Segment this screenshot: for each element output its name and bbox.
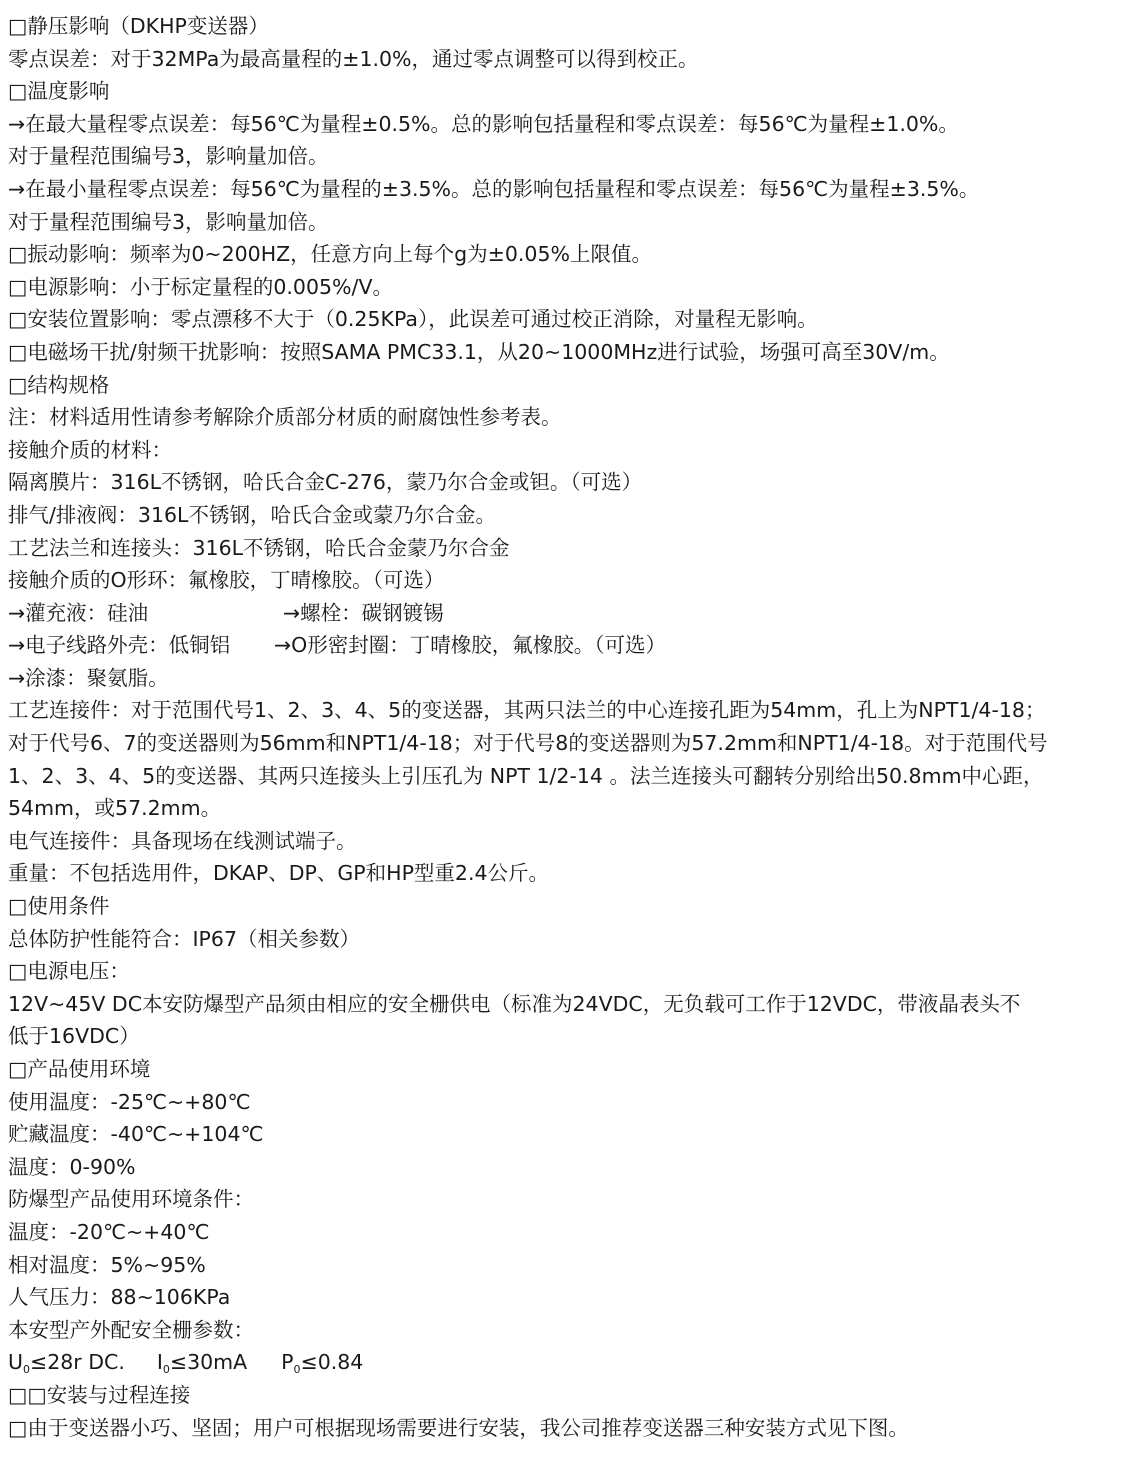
- temp-min-range-note: 对于量程范围编号3，影响量加倍。: [8, 209, 329, 234]
- atmospheric-pressure: 人气压力：88~106KPa: [8, 1285, 231, 1310]
- humidity-text: 温度：0-90%: [8, 1154, 136, 1179]
- static-pressure-heading: □静压影响（DKHP变送器）: [8, 14, 269, 38]
- barrier-params-label: 本安型产外配安全栅参数：: [8, 1317, 254, 1342]
- operating-conditions-heading: □使用条件: [8, 894, 110, 919]
- barrier-params-row: [8, 1346, 1123, 1379]
- static-pressure-zero-error: 零点误差：对于32MPa为最高量程的±1.0%，通过零点调整可以得到校正。: [8, 46, 699, 71]
- diaphragm-material: 隔离膜片：316L不锈钢，哈氏合金C-276，蒙乃尔合金或钽。（可选）: [8, 470, 643, 495]
- power-supply-effect-text: □电源影响：小于标定量程的0.005%/V。: [8, 274, 393, 299]
- electrical-connection-text: 电气连接件：具备现场在线测试端子。: [8, 828, 357, 853]
- fill-fluid-text: →灌充液：硅油: [8, 600, 149, 625]
- vent-drain-valve-material: 排气/排液阀：316L不锈钢，哈氏合金或蒙乃尔合金。: [8, 502, 496, 527]
- document-page: [8, 10, 1123, 1444]
- housing-seal-row: [8, 629, 1123, 662]
- process-connection-line-3: 1、2、3、4、5的变送器、其两只连接头上引压孔为 NPT 1/2-14 。法兰连接头可翻转分别给出50.8mm中心距，: [8, 763, 1044, 788]
- protection-rating-text: 总体防护性能符合：IP67（相关参数）: [8, 926, 360, 951]
- supply-voltage-line-2: 低于16VDC）: [8, 1024, 140, 1049]
- flange-connector-material: 工艺法兰和连接头：316L不锈钢，哈氏合金蒙乃尔合金: [8, 535, 510, 560]
- emi-rfi-text: □电磁场干扰/射频干扰影响：按照SAMA PMC33.1，从20~1000MHz进行试验，场强可高至30V/m。: [8, 339, 950, 364]
- mounting-position-text: □安装位置影响：零点漂移不大于（0.25KPa），此误差可通过校正消除，对量程无影响。: [8, 307, 818, 332]
- weight-text: 重量：不包括选用件，DKAP、DP、GP和HP型重2.4公斤。: [8, 861, 550, 886]
- paint-text: →涂漆：聚氨脂。: [8, 665, 169, 690]
- temperature-heading: □温度影响: [8, 79, 110, 104]
- wetted-materials-label: 接触介质的材料：: [8, 437, 172, 462]
- relative-humidity: 相对温度：5%~95%: [8, 1252, 206, 1277]
- supply-voltage-line-1: 12V~45V DC本安防爆型产品须由相应的安全栅供电（标准为24VDC，无负载可工作于12VDC，带液晶表头不: [8, 991, 1021, 1016]
- environment-heading: □产品使用环境: [8, 1057, 151, 1081]
- o-ring-material: 接触介质的O形环：氟橡胶，丁晴橡胶。（可选）: [8, 568, 445, 593]
- o-seal-text: →O形密封圈：丁晴橡胶，氟橡胶。（可选）: [274, 633, 667, 658]
- temp-max-range-note: 对于量程范围编号3，影响量加倍。: [8, 144, 329, 169]
- electronics-housing-text: →电子线路外壳：低铜铝: [8, 633, 231, 658]
- structure-spec-heading: □结构规格: [8, 372, 110, 397]
- supply-voltage-heading: □电源电压：: [8, 959, 130, 984]
- vibration-text: □振动影响：频率为0~200HZ，任意方向上每个g为±0.05%上限值。: [8, 242, 652, 267]
- installation-heading: □□安装与过程连接: [8, 1382, 191, 1407]
- fill-fluid-bolt-row: [8, 597, 1123, 630]
- process-connection-line-4: 54mm，或57.2mm。: [8, 796, 222, 821]
- explosion-proof-env-label: 防爆型产品使用环境条件：: [8, 1187, 254, 1212]
- explosion-proof-temperature: 温度：-20℃~+40℃: [8, 1219, 210, 1244]
- i0-param: $I_0\le 30mA$: [156, 1350, 248, 1377]
- storage-temperature: 贮藏温度：-40℃~+104℃: [8, 1122, 264, 1147]
- installation-text: □由于变送器小巧、坚固；用户可根据现场需要进行安装，我公司推荐变送器三种安装方式见下图。: [8, 1415, 909, 1440]
- u0-param: $U_0\le 28r$ DC.: [8, 1350, 125, 1377]
- process-connection-line-1: 工艺连接件：对于范围代号1、2、3、4、5的变送器，其两只法兰的中心连接孔距为54mm，孔上为NPT1/4-18；: [8, 698, 1046, 723]
- bolt-text: →螺栓：碳钢镀锡: [283, 600, 444, 625]
- p0-param: $P_0\le 0.84$: [281, 1350, 364, 1377]
- operating-temperature: 使用温度：-25℃~+80℃: [8, 1089, 251, 1114]
- material-note: 注：材料适用性请参考解除介质部分材质的耐腐蚀性参考表。: [8, 405, 562, 430]
- temp-min-range-text: →在最小量程零点误差：每56℃为量程的±3.5%。总的影响包括量程和零点误差：每56℃为量程±3.5%。: [8, 176, 980, 201]
- temp-max-range-text: →在最大量程零点误差：每56℃为量程±0.5%。总的影响包括量程和零点误差：每56℃为量程±1.0%。: [8, 111, 959, 136]
- process-connection-line-2: 对于代号6、7的变送器则为56mm和NPT1/4-18；对于代号8的变送器则为57.2mm和NPT1/4-18。对于范围代号: [8, 731, 1048, 756]
